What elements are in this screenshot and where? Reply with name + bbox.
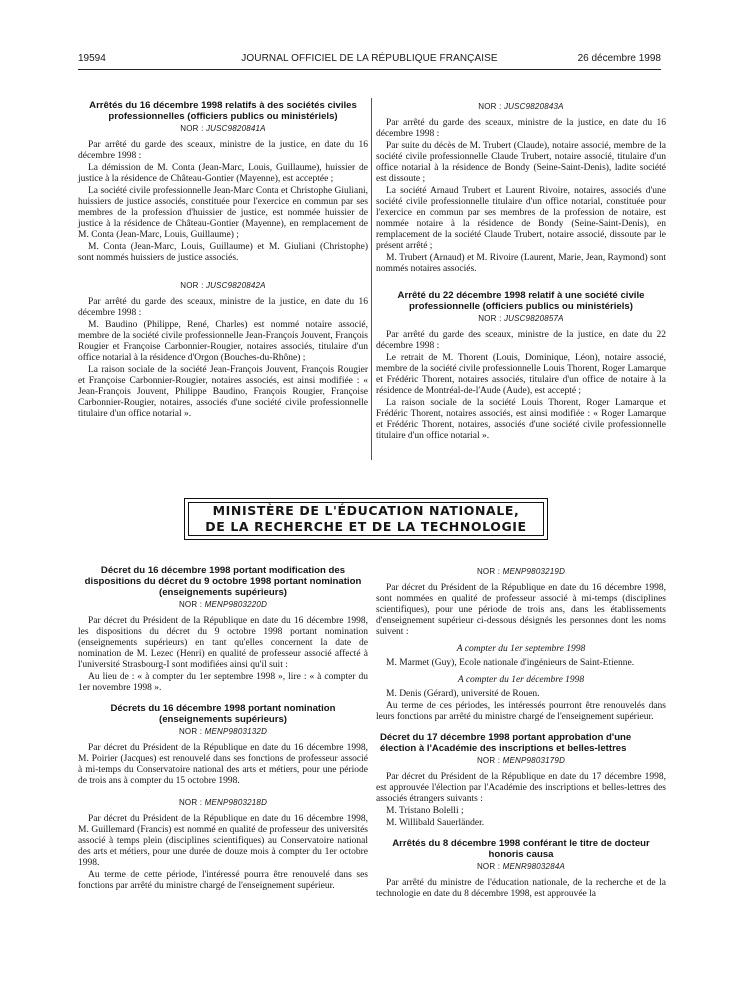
section-heading: Arrêtés du 8 décembre 1998 conférant le titre de docteur honoris causa: [392, 838, 650, 860]
paragraph: Par décret du Président de la République en date du 16 décembre 1998, sont nommées en qualité de professeur associé à mi-temps (disciplines scientifiques), pour une période de trois ans, dans les établissements d'enseignement supérieur ci-dessous désignés les personnes dont les noms suivent :: [376, 583, 666, 637]
justice-right-column: [376, 100, 666, 443]
column-separator: [371, 98, 372, 460]
nor-reference: NOR : JUSC9820841A: [180, 124, 266, 133]
paragraph: Par arrêté du garde des sceaux, ministre de la justice, en date du 16 décembre 1998 :: [376, 118, 666, 139]
nor-reference: NOR : MENP9803179D: [476, 756, 566, 765]
page-number: 19594: [78, 53, 106, 64]
paragraph: Par arrêté du ministre de l'éducation nationale, de la recherche et de la technologie en date du 8 décembre 1998, est approuvée la: [376, 878, 666, 899]
paragraph: M. Willibald Sauerländer.: [386, 818, 485, 828]
section-heading: Décret du 16 décembre 1998 portant modification des dispositions du décret du 9 octobre 1998 portant nomination (enseignements supérieurs): [84, 565, 362, 598]
paragraph: Le retrait de M. Thorent (Louis, Dominique, Léon), notaire associé, membre de la société civile professionnelle Louis Thorent, Roger Lamarque et Frédéric Thorent, notaires associés, titulaire d'un office de notaire à la résidence de Montréal-de-l'Aude (Aude), est accepté ;: [376, 353, 666, 396]
paragraph: Par décret du Président de la République en date du 17 décembre 1998, est approuvée l'élection par l'Académie des inscriptions et belles-lettres des associés étrangers suivants :: [376, 772, 666, 804]
section-heading: Décret du 17 décembre 1998 portant approbation d'une élection à l'Académie des inscriptions et belles-lettres: [380, 732, 632, 754]
date-subheading: A compter du 1er décembre 1998: [457, 675, 585, 685]
paragraph: La société Arnaud Trubert et Laurent Rivoire, notaires, associés d'une société civile professionnelle titulaire d'un office notarial, constituée pour l'exercice en commun par ses membres de la profession de notaire, est nommée notaire à la résidence de Bondy (Seine-Saint-Denis), en remplacement de la société Claude Trubert, notaire associé, dissoute par le présent arrêté ;: [376, 186, 666, 251]
issue-date: 26 décembre 1998: [577, 53, 661, 64]
header-rule: [78, 69, 661, 70]
paragraph: M. Trubert (Arnaud) et M. Rivoire (Laurent, Marie, Jean, Raymond) sont nommés notaires associés.: [376, 253, 666, 274]
paragraph: M. Tristano Bolelli ;: [386, 806, 464, 816]
paragraph: Au terme de ces périodes, les intéressés pourront être renouvelés dans leurs fonctions par arrêté du ministre chargé de l'enseignement supérieur.: [376, 701, 666, 722]
ministry-title-line1: MINISTÈRE DE L'ÉDUCATION NATIONALE,: [212, 503, 520, 518]
date-subheading: A compter du 1er septembre 1998: [456, 644, 586, 654]
journal-title: JOURNAL OFFICIEL DE LA RÉPUBLIQUE FRANÇAISE: [241, 53, 498, 64]
paragraph: La raison sociale de la société Jean-François Jouvent, François Rougier et Françoise Carbonnier-Rougier, notaires associés, est ainsi modifiée : « Jean-François Jouvent, Philippe Baudino, François Rougier, Françoise Carbonnier-Rougier, notaires, associés d'une société civile professionnelle titulaire d'un office notarial ».: [78, 365, 368, 419]
section-heading: Décrets du 16 décembre 1998 portant nomination (enseignements supérieurs): [110, 703, 336, 725]
paragraph: Par décret du Président de la République en date du 16 décembre 1998, M. Poirier (Jacques) est renouvelé dans ses fonctions de professeur associé à mi-temps du Conservatoire national des arts et métiers, pour une période de trois ans à compter du 15 octobre 1998.: [78, 743, 368, 786]
paragraph: Par arrêté du garde des sceaux, ministre de la justice, en date du 16 décembre 1998 :: [78, 297, 368, 318]
section-heading: Arrêtés du 16 décembre 1998 relatifs à des sociétés civiles professionnelles (officiers publics ou ministériels): [89, 100, 357, 122]
paragraph: M. Denis (Gérard), université de Rouen.: [386, 689, 540, 699]
paragraph: M. Baudino (Philippe, René, Charles) est nommé notaire associé, membre de la société civile professionnelle Jean-François Jouvent, François Rougier et Françoise Carbonnier-Rougier, notaires associés, titulaire d'un office notarial à la résidence d'Orgon (Bouches-du-Rhône) ;: [78, 320, 368, 363]
paragraph: Par décret du Président de la République en date du 16 décembre 1998, M. Guillemard (Francis) est nommé en qualité de professeur des universités associé à temps plein (disciplines scientifiques) au Conservatoire national des arts et métiers, pour une durée de douze mois à compter du 1er octobre 1998.: [78, 814, 368, 868]
paragraph: La société civile professionnelle Jean-Marc Conta et Christophe Giuliani, huissiers de justice associés, constituée pour l'exercice en commun par ses membres de la profession d'huissier de justice, est nommée huissier de justice à la résidence de Château-Gontier (Mayenne), en remplacement de M. Conta (Jean-Marc, Louis, Guillaume) ;: [78, 186, 368, 240]
ministry-title-box: [184, 498, 548, 540]
paragraph: M. Marmet (Guy), Ecole nationale d'ingénieurs de Saint-Etienne.: [386, 658, 635, 668]
paragraph: Par arrêté du garde des sceaux, ministre de la justice, en date du 16 décembre 1998 :: [78, 140, 368, 161]
paragraph: La démission de M. Conta (Jean-Marc, Louis, Guillaume), huissier de justice à la résidence de Château-Gontier (Mayenne), est acceptée ;: [78, 163, 368, 184]
justice-left-column: [78, 100, 368, 421]
nor-reference: NOR : MENR9803284A: [476, 862, 566, 871]
nor-reference: NOR : MENP9803219D: [476, 567, 566, 576]
nor-reference: NOR : JUSC9820843A: [478, 102, 564, 111]
education-right-column: [376, 565, 666, 901]
section-heading: Arrêté du 22 décembre 1998 relatif à une société civile professionnelle (officiers publics ou ministériels): [397, 290, 645, 312]
paragraph: Par décret du Président de la République en date du 16 décembre 1998, les dispositions du décret du 9 octobre 1998 portant nomination (enseignements supérieurs) en tant qu'elles concernent la date de nomination de M. Lezec (Henri) en qualité de professeur associé affecté à l'université Strasbourg-I sont modifiées ainsi qu'il suit :: [78, 616, 368, 670]
nor-reference: NOR : MENP9803220D: [178, 600, 268, 609]
paragraph: Par arrêté du garde des sceaux, ministre de la justice, en date du 22 décembre 1998 :: [376, 330, 666, 351]
paragraph: M. Conta (Jean-Marc, Louis, Guillaume) et M. Giuliani (Christophe) sont nommés huissiers de justice associés.: [78, 242, 368, 263]
nor-reference: NOR : MENP9803132D: [178, 727, 268, 736]
nor-reference: NOR : MENP9803218D: [178, 798, 268, 807]
paragraph: La raison sociale de la société Louis Thorent, Roger Lamarque et Frédéric Thorent, notaires associés, est ainsi modifiée : « Roger Lamarque et Frédéric Thorent, notaires, associés d'une société civile professionnelle titulaire d'un office notarial ».: [376, 398, 666, 441]
ministry-title-line2: DE LA RECHERCHE ET DE LA TECHNOLOGIE: [205, 519, 527, 534]
nor-reference: NOR : JUSC9820857A: [478, 314, 564, 323]
paragraph: Par suite du décès de M. Trubert (Claude), notaire associé, membre de la société civile professionnelle Claude Trubert, notaire associé, titulaire d'un office notarial à la résidence de Bondy (Seine-Saint-Denis), ladite société est dissoute ;: [376, 141, 666, 184]
nor-reference: NOR : JUSC9820842A: [180, 281, 266, 290]
paragraph: Au lieu de : « à compter du 1er septembre 1998 », lire : « à compter du 1er novembre 1998 ».: [78, 672, 368, 693]
page-header: [78, 53, 661, 69]
education-left-column: [78, 565, 368, 893]
paragraph: Au terme de cette période, l'intéressé pourra être renouvelé dans ses fonctions par arrêté du ministre chargé de l'enseignement supérieur.: [78, 870, 368, 891]
